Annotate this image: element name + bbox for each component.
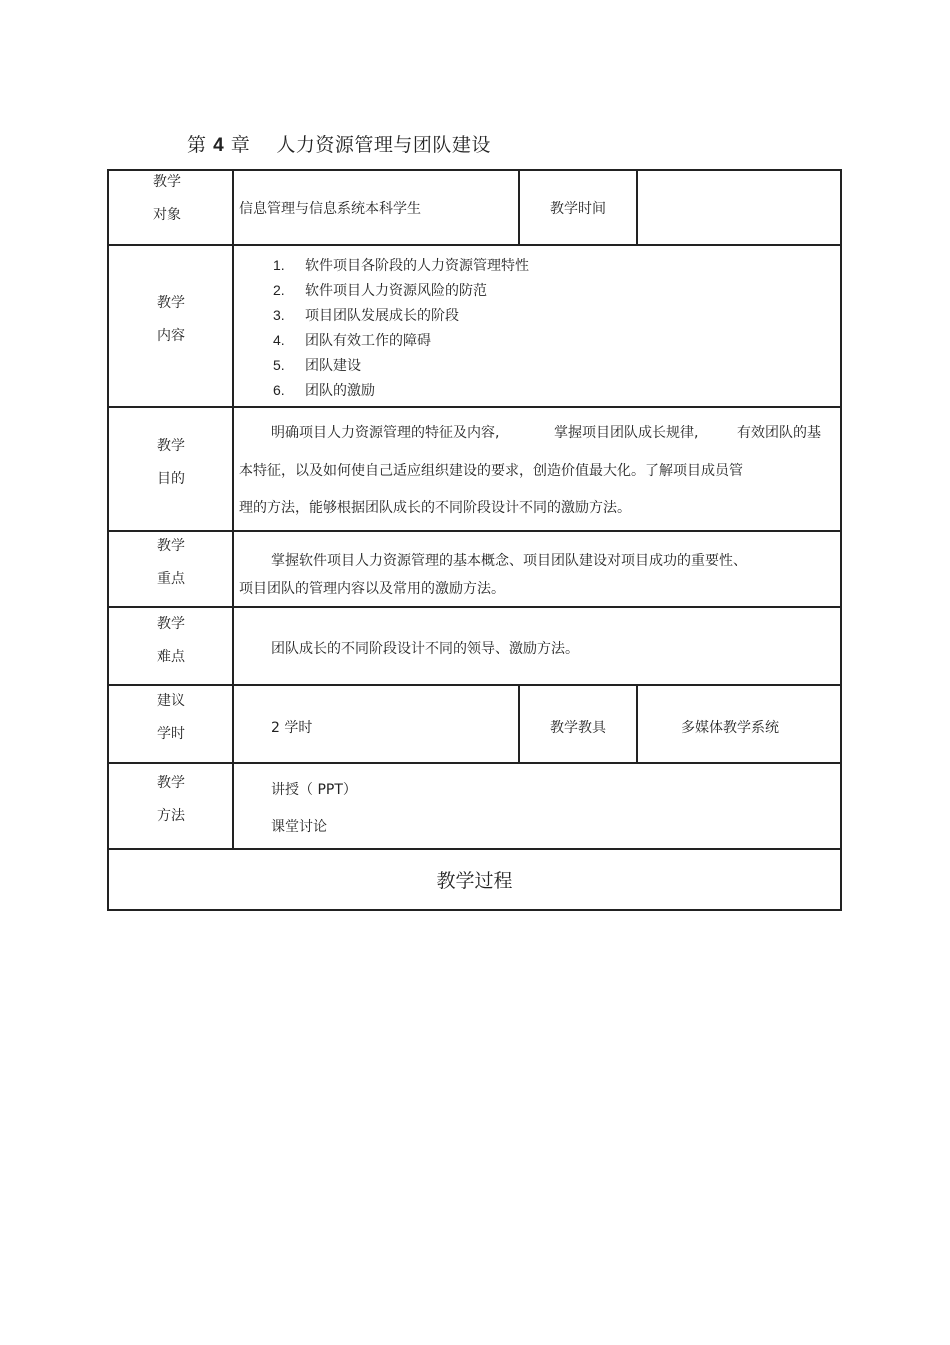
goal-line-1a: 明确项目人力资源管理的特征及内容, <box>271 425 500 441</box>
chapter-title <box>187 130 491 157</box>
goal-line-2: 本特征，以及如何使自己适应组织建设的要求，创造价值最大化。了解项目成员管 <box>239 463 743 479</box>
difficulty-label: 教学 难点 <box>157 616 185 665</box>
row-divider <box>107 406 842 408</box>
list-item: 5. 团队建设 <box>273 357 361 374</box>
process-heading: 教学过程 <box>436 870 513 892</box>
list-item: 2. 软件项目人力资源风险的防范 <box>273 282 487 299</box>
chapter-prefix: 第 <box>187 134 207 156</box>
list-item: 1. 软件项目各阶段的人力资源管理特性 <box>273 257 529 274</box>
goal-line-1b: 掌握项目团队成长规律, <box>554 425 699 441</box>
hours-value: 2 学时 <box>271 720 313 736</box>
list-item: 3. 项目团队发展成长的阶段 <box>273 307 459 324</box>
method-line-2: 课堂讨论 <box>271 819 327 835</box>
target-value: 信息管理与信息系统本科学生 <box>239 201 421 217</box>
column-divider <box>636 169 638 246</box>
row-divider <box>107 244 842 246</box>
goal-line-3: 理的方法，能够根据团队成长的不同阶段设计不同的激励方法。 <box>239 500 631 516</box>
chapter-title-text: 人力资源管理与团队建设 <box>276 134 491 156</box>
content-list <box>273 255 529 405</box>
tools-value: 多媒体教学系统 <box>681 720 779 736</box>
target-label: 教学 对象 <box>153 174 181 223</box>
chapter-suffix: 章 <box>230 134 251 156</box>
method-line-1: 讲授（ PPT） <box>271 782 357 798</box>
goal-line-1c: 有效团队的基 <box>737 425 821 441</box>
tools-label: 教学教具 <box>550 720 606 736</box>
key-line-2: 项目团队的管理内容以及常用的激励方法。 <box>239 581 505 597</box>
row-divider <box>107 762 842 764</box>
time-label: 教学时间 <box>550 201 606 217</box>
chapter-number: 4 <box>213 135 225 156</box>
list-item: 6. 团队的激励 <box>273 382 375 399</box>
hours-label: 建议 学时 <box>157 693 185 742</box>
list-item: 4. 团队有效工作的障碍 <box>273 332 431 349</box>
content-label: 教学 内容 <box>157 295 185 344</box>
row-divider <box>107 848 842 850</box>
key-label: 教学 重点 <box>157 538 185 587</box>
goal-label: 教学 目的 <box>157 438 185 487</box>
difficulty-line-1: 团队成长的不同阶段设计不同的领导、激励方法。 <box>271 641 579 657</box>
key-line-1: 掌握软件项目人力资源管理的基本概念、项目团队建设对项目成功的重要性、 <box>271 553 747 569</box>
method-label: 教学 方法 <box>157 775 185 824</box>
